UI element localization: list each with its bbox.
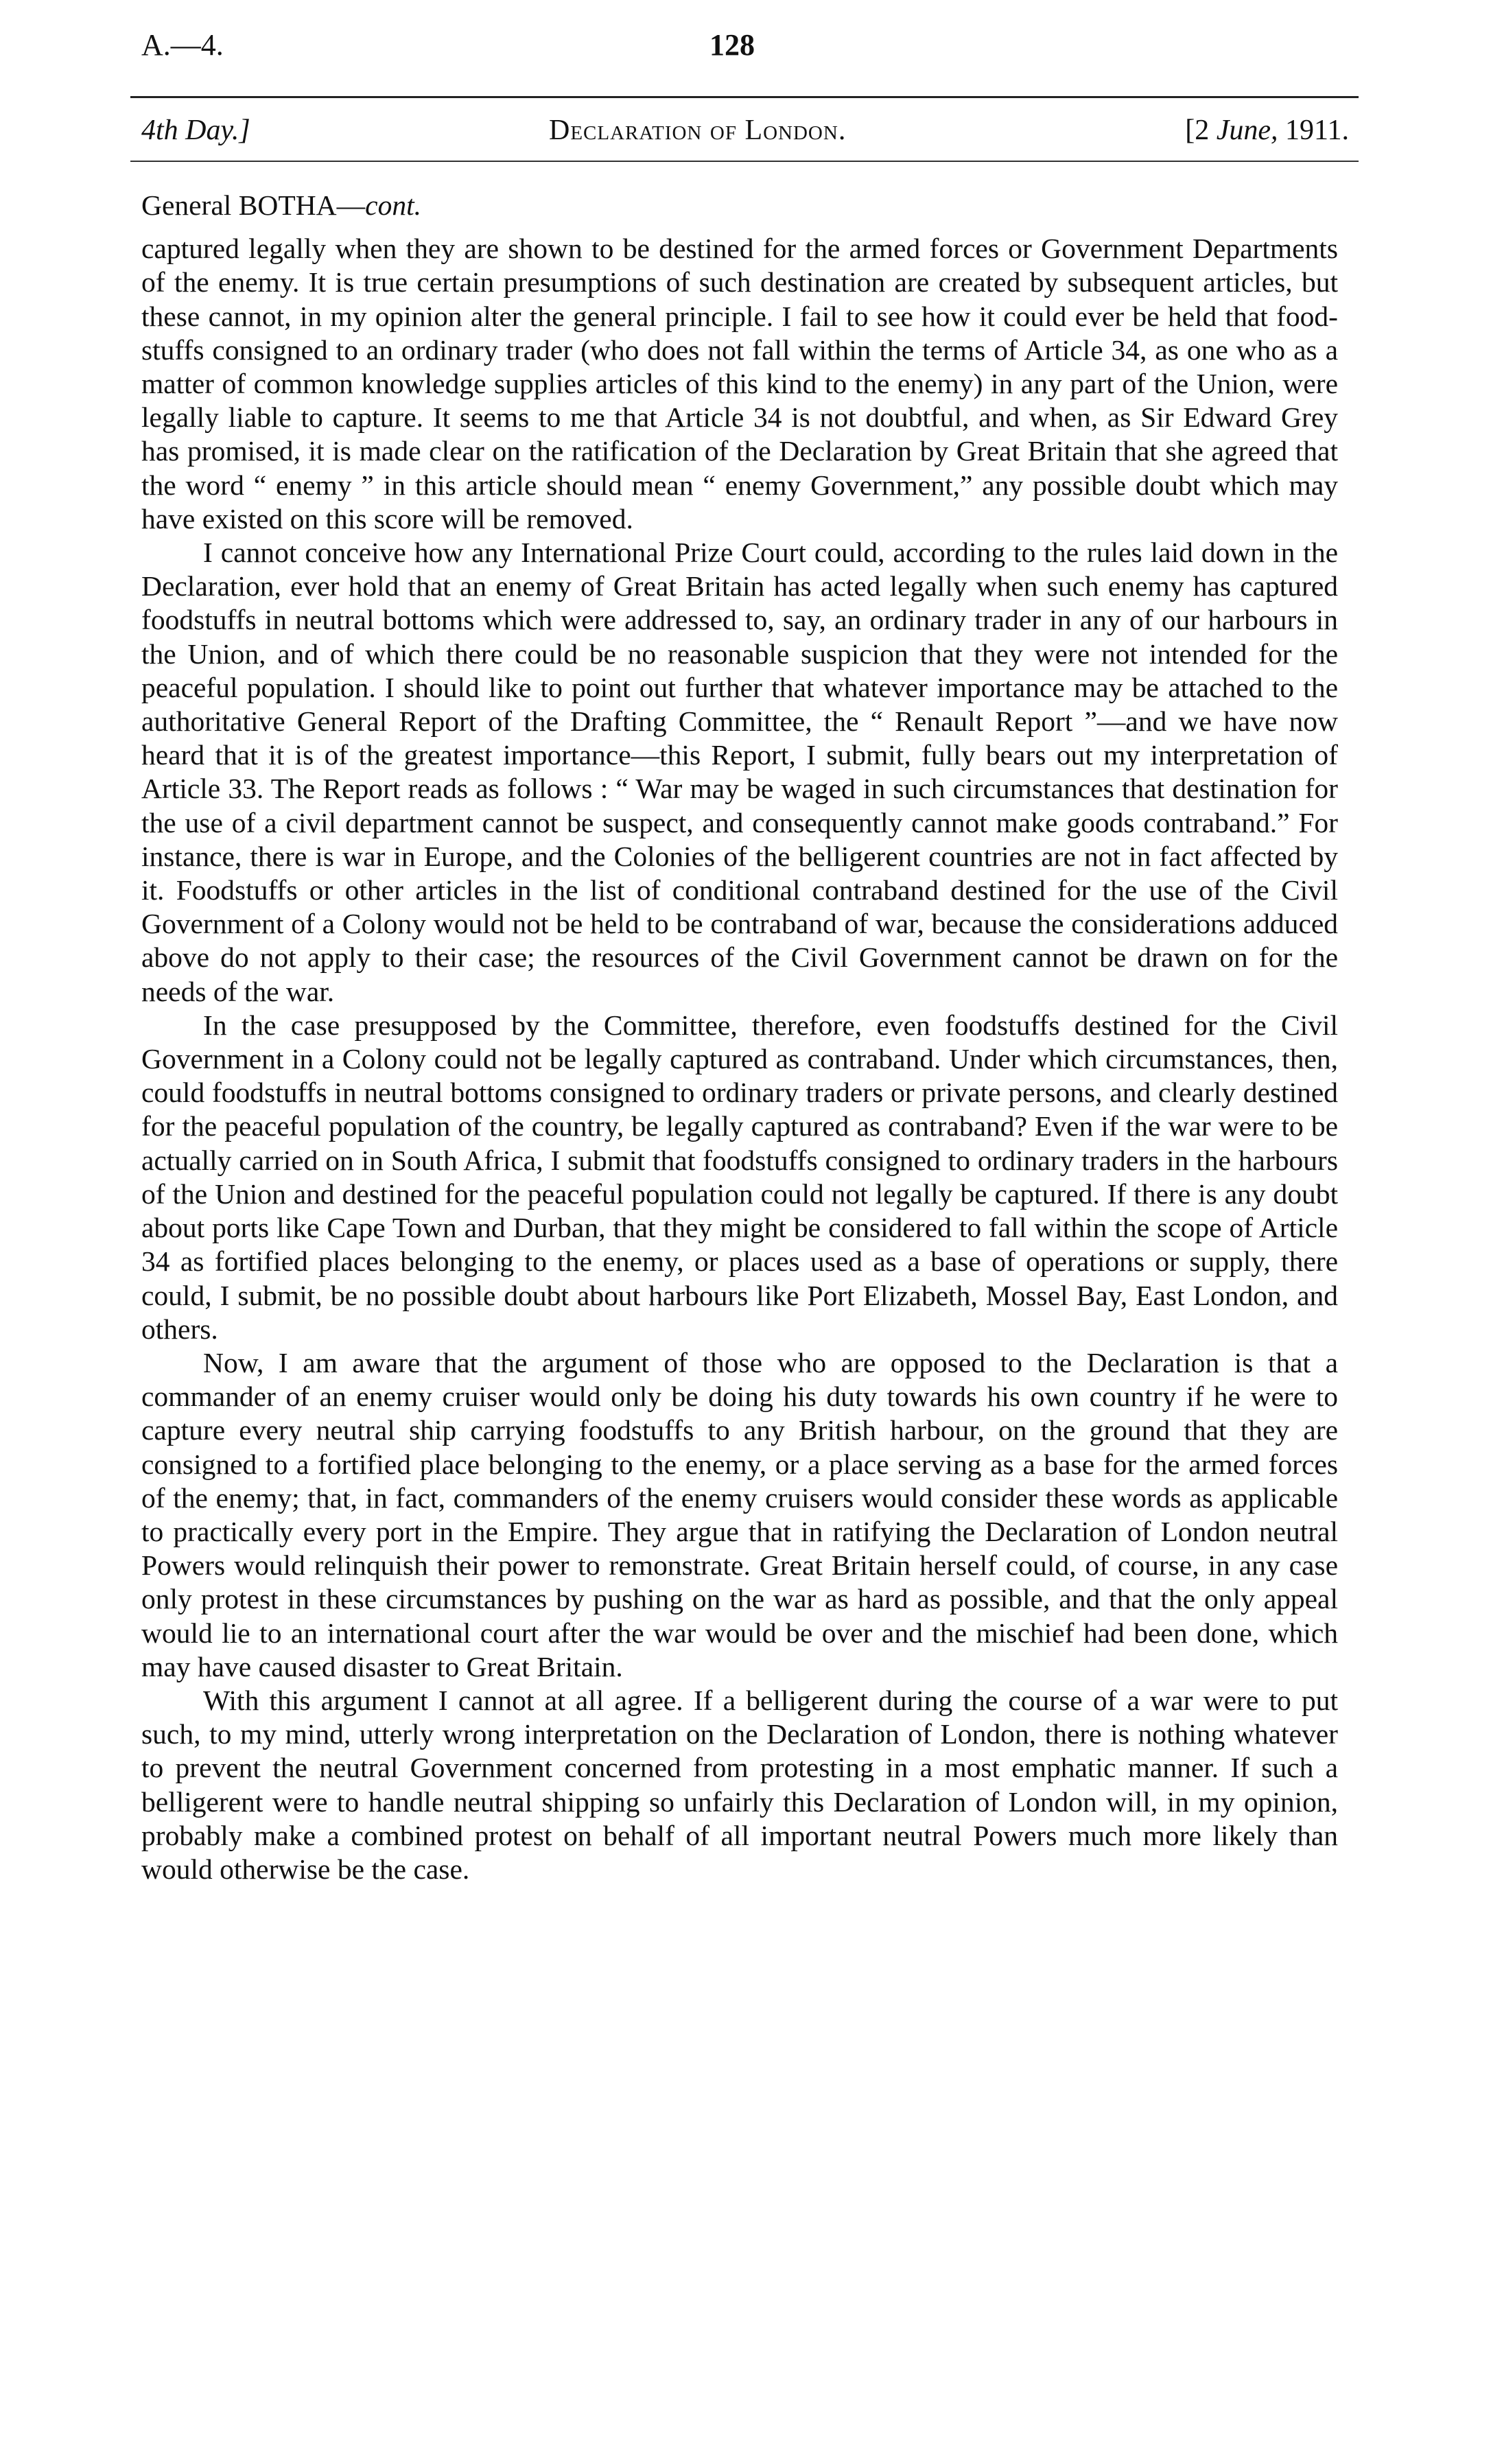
paragraph-3: In the case presupposed by the Committee, therefore, even foodstuffs destined for the Civil Government in a Colony could not be legally captured as contraband. Under which circumstances, then, could foodstuffs in neutral bottoms consigned to ordinary traders or private persons, and clearly destined for the peaceful population of the country, be legally captured as contraband? Even if the war were to be actually carried on in South Africa, I submit that foodstuffs consigned to ordinary traders in the harbours of the Union and destined for the peaceful population could not legally be captured. If there is any doubt about ports like Cape Town and Durban, that they might be considered to fall within the scope of Article 34 as fortified places belonging to the enemy, or places used as a base of operations or supply, there could, I submit, be no possible doubt about harbours like Port Elizabeth, Mossel Bay, East London, and others. — [141, 1009, 1338, 1345]
paragraph-5: With this argument I cannot at all agree. If a belligerent during the course of a war were to put such, to my mind, utterly wrong interpretation on the Declaration of London, there is nothing whatever to prevent the neutral Government concerned from protesting in a most emphatic manner. If such a belligerent were to handle neutral shipping so unfairly this Declaration of London will, in my opinion, probably make a combined protest on behalf of all important neutral Powers much more likely than would otherwise be the case. — [141, 1684, 1338, 1885]
speaker-continued: cont. — [365, 189, 421, 221]
header-title: Declaration of London. — [549, 115, 847, 146]
paragraph-4: Now, I am aware that the argument of those who are opposed to the Declaration is that a commander of an enemy cruiser would only be doing his duty towards his own country if he were to capture every neutral ship carrying foodstuffs to any British harbour, on the ground that they are consigned to a fortified place belonging to the enemy, or a place serving as a base for the armed forces of the enemy; that, in fact, commanders of the enemy cruisers would consider these words as applicable to practically every port in the Empire. They argue that in ratifying the Declaration of London neutral Powers would relinquish their power to remonstrate. Great Britain herself could, of course, in any case only protest in these circumstances by pushing on the war as hard as possible, and that the only appeal would lie to an international court after the war would be over and the mischief had been done, which may have caused disaster to Great Britain. — [141, 1346, 1338, 1682]
speaker-heading — [141, 189, 1338, 222]
header-rule-bottom — [130, 161, 1359, 162]
page-number: 128 — [709, 28, 755, 62]
document-body — [141, 189, 1338, 1886]
header-date-month: June, — [1216, 115, 1278, 146]
speaker-name: General BOTHA— — [141, 189, 366, 221]
header-date-prefix: [2 — [1185, 115, 1217, 146]
paragraph-2: I cannot conceive how any International Prize Court could, according to the rules laid down in the Declaration, ever hold that an enemy of Great Britain has acted legally when such enemy has captured foodstuffs in neutral bottoms which were addressed to, say, an ordinary trader in any of our harbours in the Union, and of which there could be no reasonable suspicion that they were not intended for the peaceful population. I should like to point out further that whatever importance may be attached to the authoritative General Report of the Drafting Committee, the “ Renault Report ”—and we have now heard that it is of the greatest importance—this Report, I submit, fully bears out my interpretation of Article 33. The Report reads as follows : “ War may be waged in such circumstances that destination for the use of a civil department cannot be suspect, and consequently cannot make goods contraband.” For instance, there is war in Europe, and the Colonies of the belligerent countries are not in fact affected by it. Foodstuffs or other articles in the list of conditional contraband destined for the use of the Civil Government of a Colony would not be held to be contraband of war, because the considerations adduced above do not apply to their case; the resources of the Civil Government cannot be drawn on for the needs of the war. — [141, 537, 1338, 1007]
running-header — [141, 114, 1349, 155]
header-rule-top — [130, 96, 1359, 98]
document-reference: A.—4. — [141, 28, 224, 62]
paragraph-1: captured legally when they are shown to be destined for the armed forces or Government Departments of the enemy. It is true certain presumptions of such destination are created by subsequent articles, but these cannot, in my opinion alter the general principle. I fail to see how it could ever be held that food-stuffs consigned to an ordinary trader (who does not fall within the terms of Article 34, as one who as a matter of common knowledge supplies articles of this kind to the enemy) in any part of the Union, were legally liable to capture. It seems to me that Article 34 is not doubtful, and when, as Sir Edward Grey has promised, it is made clear on the ratification of the Declaration by Great Britain that she agreed that the word “ enemy ” in this article should mean “ enemy Government,” any possible doubt which may have existed on this score will be removed. — [141, 233, 1338, 535]
header-date — [1185, 114, 1349, 147]
top-line — [141, 27, 1349, 69]
header-date-year: 1911. — [1278, 115, 1349, 146]
header-day: 4th Day.] — [141, 115, 250, 146]
